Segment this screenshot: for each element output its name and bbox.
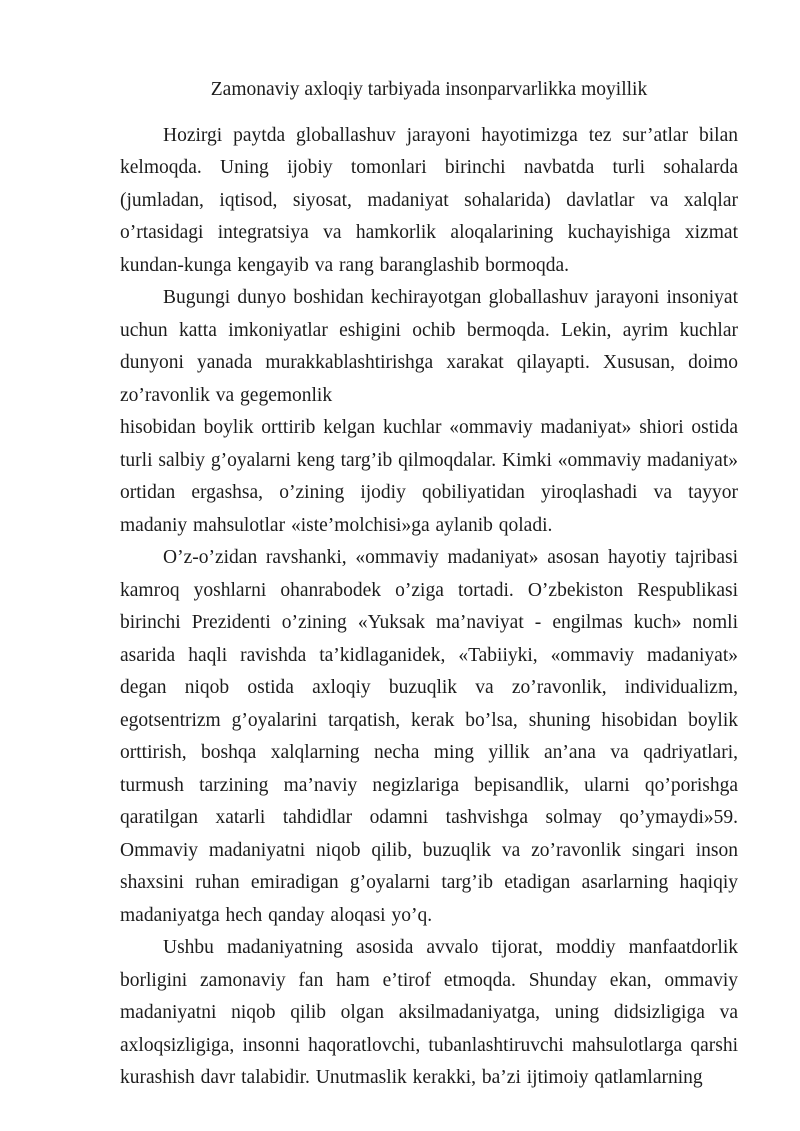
body-paragraph-4: O’z-o’zidan ravshanki, «ommaviy madaniyat» asosan hayotiy tajribasi kamroq yoshlarni ohanrabodek o’ziga tortadi. O’zbekiston Respublikasi birinchi Prezidenti o’zining «Yuksak ma’naviyat - engilmas kuch» nomli asarida haqli ravishda ta’kidlaganidek, «Tabiiyki, «ommaviy madaniyat» degan niqob ostida axloqiy buzuqlik va zo’ravonlik, individualizm, egotsentrizm g’oyalarini tarqatish, kerak bo’lsa, shuning hisobidan boylik orttirish, boshqa xalqlarning necha ming yillik an’ana va qadriyatlari, turmush tarzining ma’naviy negizlariga bepisandlik, ularni qo’porishga qaratilgan xatarli tahdidlar odamni tashvishga solmay qo’ymaydi»59. Ommaviy madaniyatni niqob qilib, buzuqlik va zo’ravonlik singari inson shaxsini ruhan emiradigan g’oyalarni targ’ib etadigan asarlarning haqiqiy madaniyatga hech qanday aloqasi yo’q. (120, 547, 738, 926)
body-paragraph-3: hisobidan boylik orttirib kelgan kuchlar «ommaviy madaniyat» shiori ostida turli salbiy g’oyalarni keng targ’ib qilmoqdalar. Kimki «ommaviy madaniyat» ortidan ergashsa, o’zining ijodiy qobiliyatidan yiroqlashadi va tayyor madaniy mahsulotlar «iste’molchisi»ga aylanib qoladi. (120, 417, 738, 536)
body-paragraph-1: Hozirgi paytda globallashuv jarayoni hayotimizga tez sur’atlar bilan kelmoqda. Uning ijobiy tomonlari birinchi navbatda turli sohalarda (jumladan, iqtisod, siyosat, madaniyat sohalarida) davlatlar va xalqlar o’rtasidagi integratsiya va hamkorlik aloqalarining kuchayishiga xizmat kundan-kunga kengayib va rang baranglashib bormoqda. (120, 124, 738, 276)
body-paragraph-5: Ushbu madaniyatning asosida avvalo tijorat, moddiy manfaatdorlik borligini zamonaviy fan ham e’tirof etmoqda. Shunday ekan, ommaviy madaniyatni niqob qilib olgan aksilmadaniyatga, uning didsizligiga va axloqsizligiga, insonni haqoratlovchi, tubanlashtiruvchi mahsulotlarga qarshi kurashish davr talabidir. Unutmaslik kerakki, ba’zi ijtimoiy qatlamlarning (120, 937, 738, 1088)
page-title: Zamonaviy axloqiy tarbiyada insonparvarlikka moyillik (210, 79, 648, 100)
body-paragraph-2: Bugungi dunyo boshidan kechirayotgan globallashuv jarayoni insoniyat uchun katta imkoniyatlar eshigini ochib bermoqda. Lekin, ayrim kuchlar dunyoni yanada murakkablashtirishga xarakat qilayapti. Xususan, doimo zo’ravonlik va gegemonlik (120, 287, 738, 406)
